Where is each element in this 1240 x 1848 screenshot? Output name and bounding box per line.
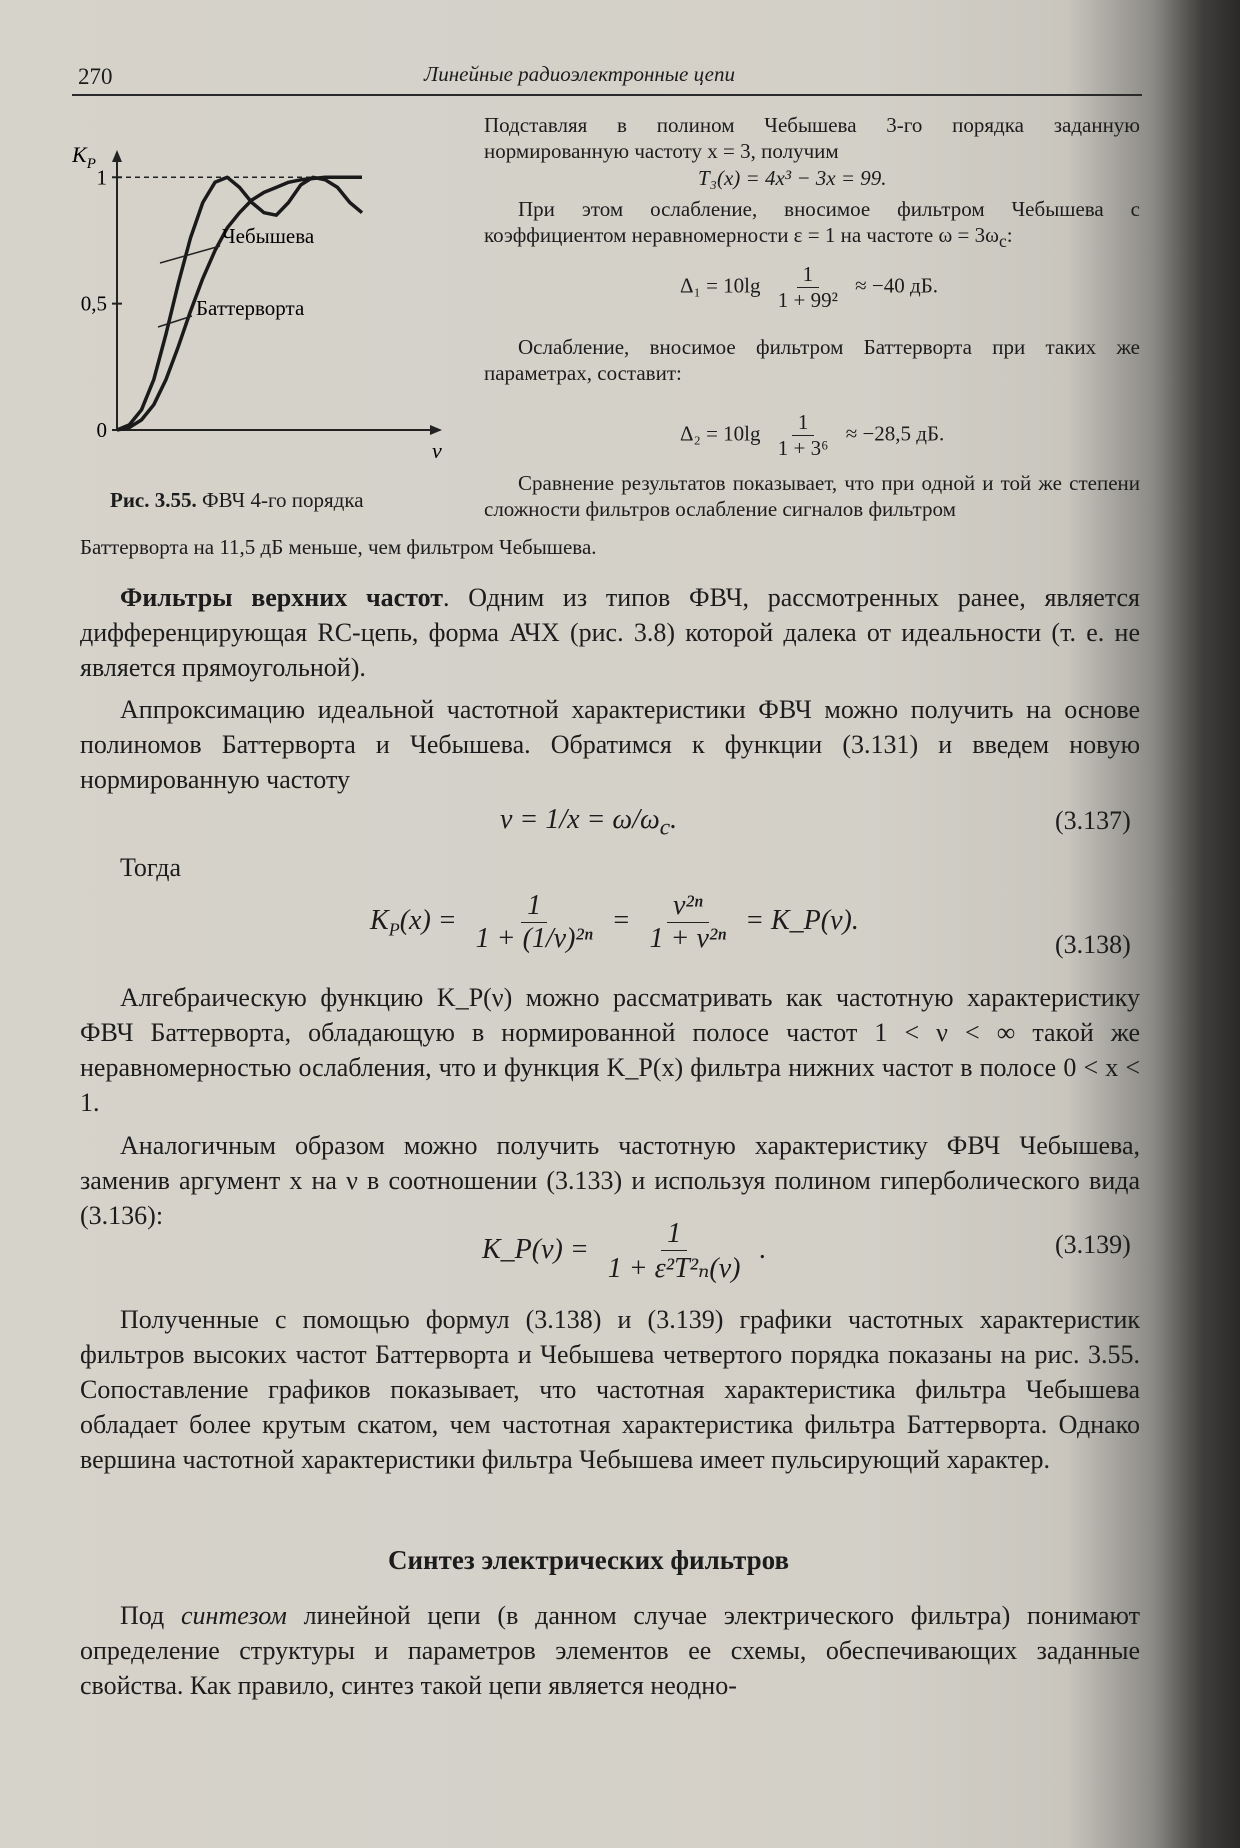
y-tick-label: 0 (96, 418, 107, 442)
body-paragraph-5: Полученные с помощью формул (3.138) и (3.139) графики частотных характеристик фильтров высоких частот Баттерворта и Чебышева четвертого порядка показаны на рис. 3.55. Сопоставление графиков показывает, что частотная характеристика фильтра Чебышева обладает более крутым скатом, чем частотная характеристика фильтра Баттерворта. Однако вершина частотной характеристики фильтра Чебышева имеет пульсирующий характер. (80, 1305, 1140, 1474)
caption-label: Рис. 3.55. (110, 488, 197, 512)
equation-delta2: Δ₂ = 10lg $\frac{1}{\text{1 + 3⁶}}$ ≈ −28,5 дБ. (680, 410, 945, 460)
y-tick-label: 1 (96, 165, 107, 190)
page-number: 270 (78, 64, 113, 89)
body-paragraph-1: Фильтры верхних частот. Одним из типов ФВЧ, рассмотренных ранее, является дифференцирующая RC-цепь, форма АЧХ (рис. 3.8) которой далека от идеальности (т. е. не является прямоугольной). (80, 583, 1141, 682)
side-paragraph-1: Подставляя в полином Чебышева 3-го порядка заданную нормированную частоту x = 3, получим (484, 113, 1140, 163)
body-paragraph-2: Аппроксимацию идеальной частотной характеристики ФВЧ можно получить на основе полиномов Баттерворта и Чебышева. Обратимся к функции (3.131) и введем новую нормированную частоту (80, 695, 1140, 794)
body-paragraph-4: Аналогичным образом можно получить частотную характеристику ФВЧ Чебышева, заменив аргумент x на ν в соотношении (3.133) и используя полином гиперболического вида (3.136): (80, 1131, 1140, 1230)
y-axis-arrow (112, 150, 122, 162)
x-axis-label: ν (432, 438, 442, 463)
figure-caption (110, 488, 364, 513)
running-title: Линейные радиоэлектронные цепи (424, 62, 735, 86)
formula-3-138: $K_P(x)$ = $\frac{1}{\text{1 + (1/ν)²ⁿ}}$ = $\frac{\text{ν²ⁿ}}{\text{1 + ν²ⁿ}}$ = K_P(ν). (370, 890, 859, 954)
label-chebyshev: Чебышева (222, 224, 315, 248)
eqno-3-137: (3.137) (1055, 806, 1131, 835)
y-tick-label: 0,5 (80, 291, 107, 316)
body-paragraph-6: Под синтезом линейной цепи (в данном случае электрического фильтра) понимают определение структуры и параметров элементов ее схемы, обеспечивающих заданные свойства. Как правило, синтез такой цепи является неодно- (80, 1601, 1140, 1700)
body-then: Тогда (120, 853, 182, 882)
equation-t3: T₃(x) = 4x³ − 3x = 99. (698, 166, 887, 190)
label-butterworth: Баттерворта (196, 296, 305, 320)
body-paragraph-3: Алгебраическую функцию K_P(ν) можно рассматривать как частотную характеристику ФВЧ Баттерворта, обладающую в нормированной полосе частот 1 < ν < ∞ такой же неравномерностью ослабления, что и функция K_P(x) фильтра нижних частот в полосе 0 < x < 1. (80, 983, 1140, 1117)
caption-text: ФВЧ 4-го порядка (202, 488, 364, 512)
side-paragraph-3: Ослабление, вносимое фильтром Баттерворта при таких же параметрах, составит: (484, 335, 1140, 385)
x-axis-arrow (430, 425, 442, 435)
side-paragraph-2: При этом ослабление, вносимое фильтром Чебышева с коэффициентом неравномерности ε = 1 на частоте $\omega = 3\omega_c$: (484, 197, 1140, 252)
eqno-3-138: (3.138) (1055, 930, 1131, 959)
y-axis-label: $K_P$ (72, 142, 96, 172)
formula-3-139: K_P(ν) = $\frac{1}{\text{1 + ε²T²ₙ(ν)}}$ . (482, 1218, 767, 1284)
figure-chart (72, 140, 452, 470)
formula-3-137: $\nu = 1/x = \omega/\omega_c$. (500, 804, 678, 841)
equation-delta1: Δ₁ = 10lg $\frac{1}{\text{1 + 99²}}$ ≈ −40 дБ. (680, 262, 939, 312)
eqno-3-139: (3.139) (1055, 1230, 1131, 1259)
section-heading: Синтез электрических фильтров (388, 1545, 790, 1575)
side-paragraph-4: Сравнение результатов показывает, что при одной и той же степени сложности фильтров ослабление сигналов фильтром (484, 471, 1140, 521)
header-rule (72, 94, 1142, 96)
side-paragraph-4-continuation: Баттерворта на 11,5 дБ меньше, чем фильтром Чебышева. (80, 535, 597, 559)
